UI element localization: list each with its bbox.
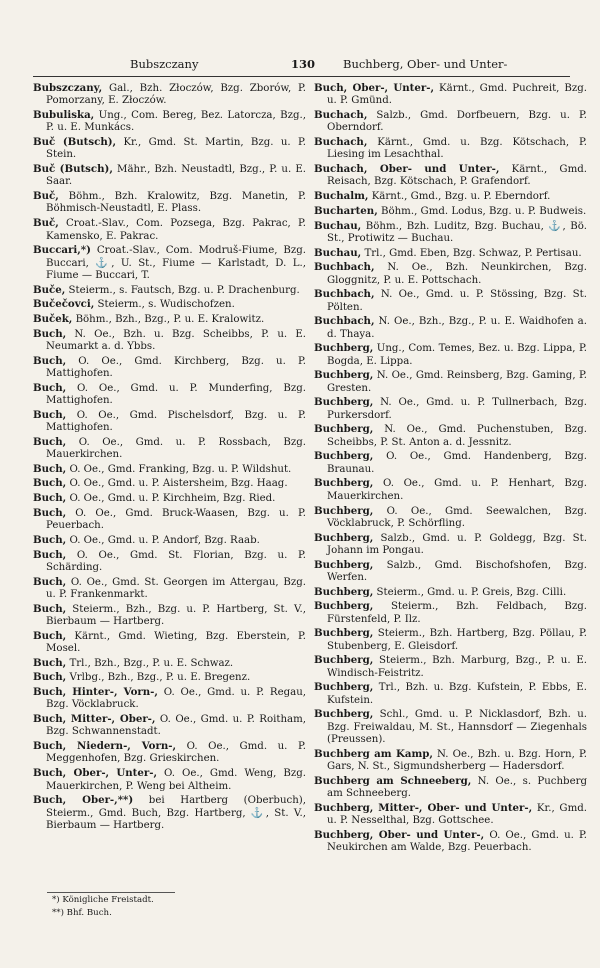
- entry: [33, 313, 306, 326]
- entry-text: Steierm., Gmd. u. P. Greis, Bzg. Cilli.: [376, 586, 567, 598]
- entry-headword: Buchberg,: [314, 504, 374, 517]
- entry-text: Ung., Com. Bereg, Bez. Latorcza, Bzg., P. u. E. Munkács.: [46, 110, 306, 134]
- entry-text: Gal., Bzh. Złoczów, Bzg. Zborów, P. Pomorzany, E. Złoczów.: [46, 83, 306, 107]
- entry-text: Böhm., Gmd. Lodus, Bzg. u. P. Budweis.: [381, 205, 587, 217]
- entry-text: Steierm., s. Wudischofzen.: [97, 299, 235, 311]
- entry-text: O. Oe., Gmd. Seewalchen, Bzg. Vöcklabruck, P. Schörfling.: [327, 505, 587, 529]
- entry-headword: Buchberg am Kamp,: [314, 747, 433, 760]
- entry: [33, 767, 306, 793]
- entry-text: Kr., Gmd. St. Martin, Bzg. u. P. Stein.: [46, 137, 306, 161]
- entry-headword: Buchberg,: [314, 450, 374, 463]
- entry-headword: Buch,: [33, 671, 67, 684]
- entry-headword: Buchau,: [314, 219, 362, 232]
- entry: [314, 450, 587, 476]
- entry-text: N. Oe., Gmd. Puchenstuben, Bzg. Scheibbs, P. St. Anton a. d. Jessnitz.: [327, 424, 587, 448]
- entry: [33, 136, 306, 162]
- entry-text: O. Oe., Gmd. Pischelsdorf, Bzg. u. P. Mattighofen.: [46, 409, 306, 434]
- entry-text: N. Oe., s. Puchberg am Schneeberg.: [327, 775, 587, 800]
- entry: [33, 657, 306, 670]
- entry: [314, 708, 587, 746]
- entry: [33, 298, 306, 311]
- entry-text: Steierm., Bzh. Feldbach, Bzg. Fürstenfeld, P. Ilz.: [327, 601, 587, 625]
- entry: [33, 163, 306, 189]
- entry-text: N. Oe., Bzh., Bzg., P. u. E. Waidhofen a. d. Thaya.: [327, 316, 587, 340]
- entry-headword: Buch,: [33, 629, 67, 642]
- footnote: **) Bhf. Buch.: [52, 908, 112, 918]
- entry-headword: Buch,: [33, 575, 67, 588]
- page-number: 130: [291, 57, 316, 71]
- entry: [33, 603, 306, 629]
- entry: [314, 829, 587, 855]
- entry-text: N. Oe., Bzh. Neunkirchen, Bzg. Gloggnitz, P. u. E. Pottschach.: [327, 262, 587, 286]
- entry-text: Salzb., Gmd. Dorfbeuern, Bzg. u. P. Oberndorf.: [327, 110, 587, 134]
- entry-headword: Buchach,: [314, 136, 368, 149]
- entry-headword: Buchberg,: [314, 342, 374, 355]
- entry-text: Trl., Gmd. Eben, Bzg. Schwaz, P. Pertisau.: [364, 247, 582, 259]
- entry: [33, 409, 306, 435]
- entry: [314, 423, 587, 449]
- entry: [314, 600, 587, 626]
- entry: [33, 109, 306, 135]
- entry-text: Steierm., s. Fautsch, Bzg. u. P. Drachenburg.: [68, 284, 300, 296]
- entry: [33, 328, 306, 354]
- entry: [314, 775, 587, 801]
- entry-headword: Buch,: [33, 462, 67, 475]
- entry-headword: Buč,: [33, 190, 59, 203]
- entry: [314, 396, 587, 422]
- entry: [33, 190, 306, 216]
- entry-headword: Buchberg,: [314, 654, 374, 667]
- entry-text: O. Oe., Gmd. Bruck-Waasen, Bzg. u. P. Peuerbach.: [46, 507, 306, 532]
- entry-text: Kr., Gmd. u. P. Nesselthal, Bzg. Gottschee.: [327, 802, 587, 827]
- entry: [314, 681, 587, 707]
- entry: [33, 217, 306, 243]
- entry-headword: Buchbach,: [314, 261, 375, 274]
- entry-headword: Buchau,: [314, 246, 362, 259]
- entry-text: Ung., Com. Temes, Bez. u. Bzg. Lippa, P. Bogda, E. Lippa.: [327, 343, 587, 367]
- entry: [33, 436, 306, 462]
- entry: [33, 284, 306, 297]
- footnote-rule: [47, 892, 175, 893]
- entry-text: O. Oe., Gmd. u. P. Neukirchen am Walde, Bzg. Peuerbach.: [327, 829, 588, 854]
- entry-headword: Buch, Ober-, Unter-,: [314, 82, 435, 94]
- entry-headword: Buch,: [33, 656, 67, 669]
- entry-headword: Buchberg,: [314, 627, 374, 640]
- entry-headword: Bucharten,: [314, 204, 378, 217]
- entry: [314, 315, 587, 341]
- entry-headword: Buč (Butsch),: [33, 136, 117, 149]
- entry-text: O. Oe., Gmd. Handenberg, Bzg. Braunau.: [327, 451, 587, 475]
- entry-headword: Buccari,*): [33, 244, 91, 257]
- entry-text: O. Oe., Gmd. Franking, Bzg. u. P. Wildshut.: [69, 463, 292, 475]
- entry: [314, 505, 587, 531]
- entry: [33, 794, 306, 832]
- entry-headword: Buch, Ober-, Unter-,: [33, 767, 158, 780]
- entry: [314, 627, 587, 653]
- entry-headword: Buchberg, Mitter-, Ober- und Unter-,: [314, 801, 533, 814]
- entry-headword: Buč (Butsch),: [33, 163, 113, 176]
- entry: [33, 576, 306, 602]
- right-column: [314, 82, 587, 856]
- entry: [314, 261, 587, 287]
- entry: [314, 136, 587, 162]
- entry-headword: Buch, Ober-,**): [33, 794, 134, 807]
- entry-headword: Bubszczany,: [33, 82, 103, 94]
- entry: [33, 82, 306, 108]
- entry-text: Kärnt., Gmd. Wieting, Bzg. Eberstein, P. Mosel.: [46, 630, 306, 654]
- entry: [314, 288, 587, 314]
- entry-text: O. Oe., Gmd. u. P. Henhart, Bzg. Mauerkirchen.: [327, 478, 587, 502]
- entry: [33, 463, 306, 476]
- entry: [314, 205, 587, 218]
- entry-text: O. Oe., Gmd. u. P. Regau, Bzg. Vöcklabruck.: [46, 687, 306, 711]
- entry-text: Steierm., Bzh. Hartberg, Bzg. Pöllau, P. Stubenberg, E. Gleisdorf.: [327, 628, 587, 652]
- entry-headword: Buchberg,: [314, 708, 374, 721]
- entry-headword: Buch,: [33, 477, 67, 490]
- entry-headword: Buchbach,: [314, 315, 375, 328]
- entry-text: O. Oe., Gmd. u. P. Aistersheim, Bzg. Haag.: [69, 478, 288, 490]
- entry-text: O. Oe., Gmd. u. P. Munderfing, Bzg. Mattighofen.: [46, 382, 306, 407]
- entry-text: O. Oe., Gmd. u. P. Roitham, Bzg. Schwannenstadt.: [46, 714, 306, 738]
- entry: [33, 549, 306, 575]
- running-header: [32, 56, 570, 72]
- entry: [33, 686, 306, 712]
- entry-text: O. Oe., Gmd. u. P. Andorf, Bzg. Raab.: [69, 534, 260, 546]
- entry-headword: Buchach, Ober- und Unter-,: [314, 163, 500, 176]
- entry-text: Vrlbg., Bzh., Bzg., P. u. E. Bregenz.: [69, 672, 251, 684]
- entry-text: Schl., Gmd. u. P. Nicklasdorf, Bzh. u. Bzg. Freiwaldau, M. St., Hannsdorf — Ziegenhals (Preussen).: [327, 709, 587, 746]
- entry: [314, 369, 587, 395]
- entry-text: N. Oe., Gmd. u. P. Stössing, Bzg. St. Pölten.: [327, 289, 587, 313]
- entry-headword: Buch,: [33, 492, 67, 505]
- entry: [314, 559, 587, 585]
- entry: [314, 163, 587, 189]
- entry-text: Croat.-Slav., Com. Modruš-Fiume, Bzg. Buccari, ⚓, U. St., Fiume — Karlstadt, D. L., Fiume — Buccari, T.: [46, 245, 306, 281]
- entry-text: Böhm., Bzh. Kralowitz, Bzg. Manetin, P. Böhmisch-Neustadtl, E. Plass.: [46, 191, 306, 215]
- entry-text: Kärnt., Gmd., Bzg. u. P. Eberndorf.: [371, 191, 551, 203]
- entry: [314, 342, 587, 368]
- entry: [314, 748, 587, 774]
- entry-headword: Buchbach,: [314, 288, 375, 301]
- entry-headword: Buch,: [33, 533, 67, 546]
- footnotes: [52, 894, 312, 920]
- entry-headword: Buchberg,: [314, 423, 374, 436]
- entry: [33, 534, 306, 547]
- entry-text: Steierm., Bzh., Bzg. u. P. Hartberg, St. V., Bierbaum — Hartberg.: [46, 603, 306, 627]
- entry-text: N. Oe., Gmd. Reinsberg, Bzg. Gaming, P. Gresten.: [327, 370, 587, 394]
- entry-headword: Buchberg,: [314, 681, 374, 694]
- entry-text: N. Oe., Bzh. u. Bzg. Scheibbs, P. u. E. Neumarkt a. d. Ybbs.: [46, 328, 307, 352]
- entry-headword: Buček,: [33, 312, 73, 325]
- entry-headword: Buch,: [33, 435, 67, 448]
- entry-headword: Buch,: [33, 602, 67, 615]
- entry-headword: Buchberg,: [314, 600, 374, 613]
- entry-headword: Buch, Niedern-, Vorn-,: [33, 740, 177, 753]
- entry-text: bei Hartberg (Oberbuch), Steierm., Gmd. Buch, Bzg. Hartberg, ⚓, St. V., Bierbaum — Hartberg.: [46, 795, 306, 831]
- entry: [314, 477, 587, 503]
- entry-headword: Buchberg,: [314, 477, 374, 490]
- entry-headword: Buch,: [33, 381, 67, 394]
- entry-text: O. Oe., Gmd. St. Florian, Bzg. u. P. Schärding.: [46, 549, 306, 573]
- entry-headword: Buch, Hinter-, Vorn-,: [33, 686, 158, 699]
- header-rule: [33, 76, 570, 77]
- entry-text: Kärnt., Gmd. u. Bzg. Kötschach, P. Liesing im Lesachthal.: [327, 137, 587, 161]
- entry-headword: Buchberg,: [314, 396, 374, 409]
- entry-text: Böhm., Bzh. Luditz, Bzg. Buchau, ⚓, Bö. St., Protiwitz — Buchau.: [327, 220, 587, 244]
- entry-headword: Buch,: [33, 408, 67, 421]
- entry-headword: Buchalm,: [314, 190, 369, 203]
- entry-headword: Bučečovci,: [33, 298, 95, 311]
- entry-text: Kärnt., Gmd. Puchreit, Bzg. u. P. Gmünd.: [327, 83, 588, 107]
- entry-headword: Buch,: [33, 354, 67, 367]
- entry: [33, 477, 306, 490]
- entry-text: N. Oe., Bzh. u. Bzg. Horn, P. Gars, N. St., Sigmundsherberg — Hadersdorf.: [327, 748, 587, 773]
- entry-text: Kärnt., Gmd. Reisach, Bzg. Kötschach, P. Grafendorf.: [327, 164, 587, 188]
- entry-headword: Buch,: [33, 548, 67, 561]
- entry: [314, 586, 587, 599]
- entry-text: O. Oe., Gmd. u. P. Meggenhofen, Bzg. Grieskirchen.: [46, 741, 306, 765]
- entry-text: O. Oe., Gmd. u. P. Kirchheim, Bzg. Ried.: [69, 493, 276, 505]
- entry-text: N. Oe., Gmd. u. P. Tullnerbach, Bzg. Purkersdorf.: [327, 397, 588, 421]
- entry-headword: Buch, Mitter-, Ober-,: [33, 713, 156, 726]
- entry-headword: Bubuliska,: [33, 109, 95, 122]
- entry-headword: Buchberg,: [314, 558, 374, 571]
- entry-text: Trl., Bzh. u. Bzg. Kufstein, P. Ebbs, E. Kufstein.: [327, 682, 587, 706]
- header-right: Buchberg, Ober- und Unter-: [343, 57, 508, 71]
- entry-headword: Buch,: [33, 327, 67, 340]
- entry: [33, 244, 306, 282]
- entry-text: Salzb., Gmd. Bischofshofen, Bzg. Werfen.: [327, 559, 587, 583]
- entry-text: Mähr., Bzh. Neustadtl, Bzg., P. u. E. Saar.: [46, 164, 306, 188]
- entry-text: O. Oe., Gmd. St. Georgen im Attergau, Bzg. u. P. Frankenmarkt.: [46, 576, 306, 600]
- entry-headword: Buchberg,: [314, 531, 374, 544]
- entry-headword: Buchberg,: [314, 369, 374, 382]
- entry-text: Salzb., Gmd. u. P. Goldegg, Bzg. St. Johann im Pongau.: [327, 532, 587, 556]
- entry-text: Steierm., Bzh. Marburg, Bzg., P. u. E. Windisch-Feistritz.: [327, 655, 587, 679]
- entry: [314, 247, 587, 260]
- entry-headword: Buch,: [33, 506, 67, 519]
- entry: [33, 713, 306, 739]
- entry: [314, 109, 587, 135]
- entry-headword: Buchberg,: [314, 585, 374, 598]
- entry-text: O. Oe., Gmd. Kirchberg, Bzg. u. P. Mattighofen.: [46, 355, 306, 379]
- entry-headword: Buchach,: [314, 109, 368, 122]
- entry: [33, 355, 306, 381]
- entry: [314, 220, 587, 246]
- entry-text: Trl., Bzh., Bzg., P. u. E. Schwaz.: [69, 657, 234, 669]
- entry-text: O. Oe., Gmd. u. P. Rossbach, Bzg. Mauerkirchen.: [46, 436, 306, 461]
- entry: [33, 630, 306, 656]
- entry-headword: Buče,: [33, 283, 66, 296]
- entry: [33, 740, 306, 766]
- entry-headword: Buč,: [33, 217, 59, 230]
- entry: [33, 507, 306, 533]
- left-column: [33, 82, 306, 834]
- entry: [33, 492, 306, 505]
- entry: [33, 671, 306, 684]
- footnote: *) Königliche Freistadt.: [52, 895, 154, 905]
- entry: [314, 190, 587, 203]
- entry: [314, 802, 587, 828]
- entry: [33, 382, 306, 408]
- entry-text: Böhm., Bzh., Bzg., P. u. E. Kralowitz.: [75, 313, 265, 325]
- entry-text: Croat.-Slav., Com. Pozsega, Bzg. Pakrac, P. Kamensko, E. Pakrac.: [46, 218, 306, 242]
- entry-headword: Buchberg, Ober- und Unter-,: [314, 828, 485, 841]
- entry: [314, 532, 587, 558]
- entry-text: O. Oe., Gmd. Weng, Bzg. Mauerkirchen, P. Weng bei Altheim.: [46, 768, 306, 792]
- entry: [314, 82, 587, 108]
- entry: [314, 654, 587, 680]
- entry-headword: Buchberg am Schneeberg,: [314, 774, 472, 787]
- header-left: Bubszczany: [130, 57, 199, 71]
